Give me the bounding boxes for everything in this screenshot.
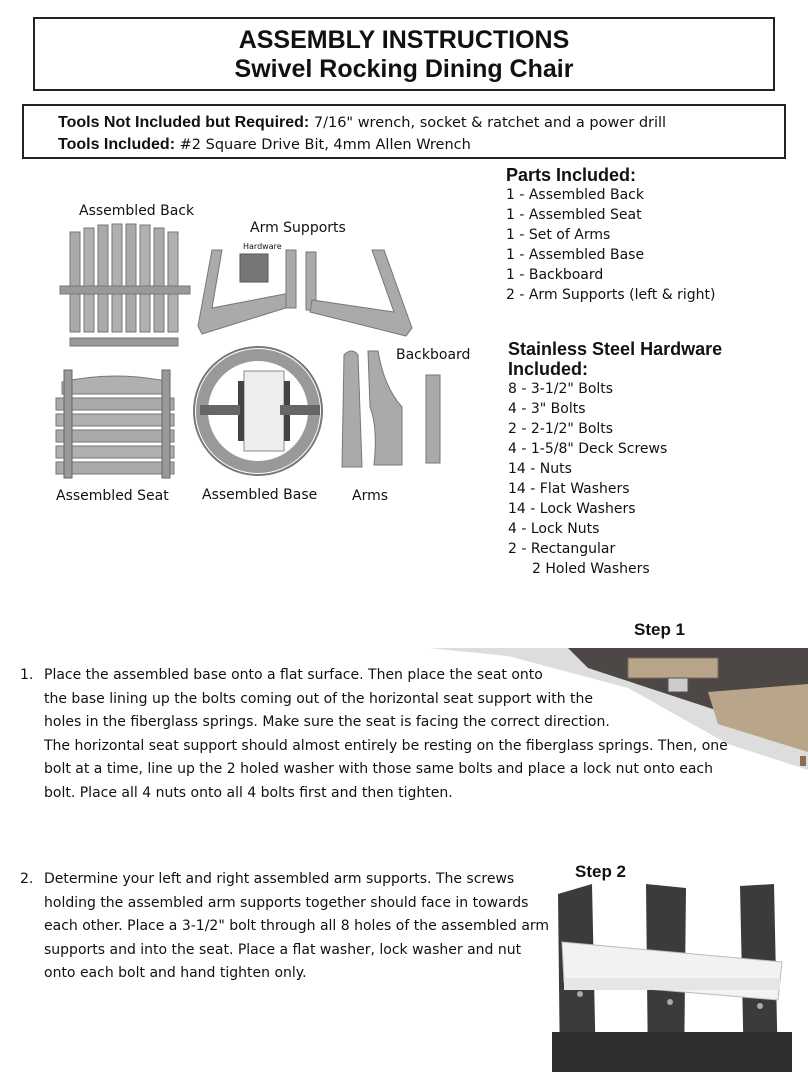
- title-line-1: ASSEMBLY INSTRUCTIONS: [238, 26, 570, 54]
- step1-text: [20, 664, 732, 805]
- tools-included-label: Tools Included:: [58, 136, 176, 153]
- tools-required-label: Tools Not Included but Required:: [58, 114, 310, 131]
- step1-title: Step 1: [634, 620, 686, 639]
- step1-number: 1.: [20, 667, 34, 683]
- parts-included-heading: Parts Included:: [506, 165, 637, 185]
- label-assembled-back: Assembled Back: [79, 203, 195, 219]
- hardware-item: 14 - Nuts: [508, 461, 572, 477]
- label-backboard: Backboard: [396, 347, 471, 363]
- step1-line: the base lining up the bolts coming out of the horizontal seat support with the: [44, 690, 593, 707]
- step1-line: holes in the fiberglass springs. Make sure the seat is facing the correct direction.: [44, 714, 610, 730]
- hardware-included-list: [508, 339, 722, 579]
- step2-photo: [552, 882, 792, 1072]
- label-assembled-base: Assembled Base: [202, 487, 318, 503]
- hardware-item: 2 - Rectangular: [508, 541, 616, 557]
- parts-included-list: [506, 165, 715, 305]
- step1-line: bolt. Place all 4 nuts onto all 4 bolts first and then tighten.: [44, 784, 453, 801]
- step2-text: [20, 868, 550, 986]
- parts-item: 1 - Set of Arms: [506, 227, 611, 243]
- parts-item: 1 - Backboard: [506, 267, 604, 283]
- hardware-heading-line-2: Included:: [508, 359, 588, 379]
- hardware-item: 2 - 2-1/2" Bolts: [508, 421, 614, 437]
- hardware-item: 4 - 1-5/8" Deck Screws: [508, 441, 668, 457]
- parts-item: 1 - Assembled Base: [506, 247, 645, 263]
- hardware-heading-line-1: Stainless Steel Hardware: [508, 339, 723, 359]
- title-line-2: Swivel Rocking Dining Chair: [234, 55, 574, 83]
- hardware-item: 14 - Flat Washers: [508, 481, 630, 497]
- step1-line: The horizontal seat support should almost entirely be resting on the fiberglass springs. Then, one: [44, 737, 728, 754]
- assembled-back-image: [58, 222, 192, 352]
- assembled-seat-image: [54, 368, 179, 483]
- tools-included-value: #2 Square Drive Bit, 4mm Allen Wrench: [179, 137, 471, 153]
- label-assembled-seat: Assembled Seat: [56, 488, 169, 504]
- backboard-image: [423, 373, 443, 465]
- hardware-item: 4 - 3" Bolts: [508, 401, 586, 417]
- step2-line: each other. Place a 3-1/2" bolt through all 8 holes of the assembled arm: [44, 918, 550, 934]
- hardware-item: 4 - Lock Nuts: [508, 521, 600, 537]
- title-box: [33, 17, 775, 91]
- tools-required-value: 7/16" wrench, socket & ratchet and a power drill: [313, 115, 667, 131]
- hardware-bag-icon: [240, 254, 268, 282]
- hardware-item: 8 - 3-1/2" Bolts: [508, 381, 614, 397]
- tools-required-row: [58, 112, 784, 134]
- step2-line: Determine your left and right assembled arm supports. The screws: [44, 871, 515, 887]
- hardware-item: 14 - Lock Washers: [508, 501, 636, 517]
- step2-title: Step 2: [575, 862, 627, 881]
- label-arms: Arms: [352, 488, 389, 504]
- step2-line: supports and into the seat. Place a flat washer, lock washer and nut: [44, 941, 522, 958]
- step1-line: Place the assembled base onto a flat surface. Then place the seat onto: [44, 667, 543, 683]
- arms-image: [338, 347, 408, 477]
- tools-box: [22, 104, 786, 159]
- hardware-item: 2 Holed Washers: [532, 561, 650, 577]
- label-hardware: Hardware: [243, 242, 282, 251]
- parts-item: 1 - Assembled Back: [506, 187, 644, 203]
- step2-line: onto each bolt and hand tighten only.: [44, 965, 307, 981]
- tools-included-row: [58, 134, 784, 156]
- step2-number: 2.: [20, 871, 34, 887]
- step2-line: holding the assembled arm supports together should face in towards: [44, 894, 529, 911]
- arm-supports-image: [190, 248, 415, 343]
- label-arm-supports: Arm Supports: [250, 220, 346, 236]
- parts-item: 1 - Assembled Seat: [506, 207, 642, 223]
- parts-item: 2 - Arm Supports (left & right): [506, 287, 716, 303]
- assembled-base-image: [190, 343, 326, 479]
- step1-line: bolt at a time, line up the 2 holed washer with those same bolts and place a lock nut onto each: [44, 761, 713, 777]
